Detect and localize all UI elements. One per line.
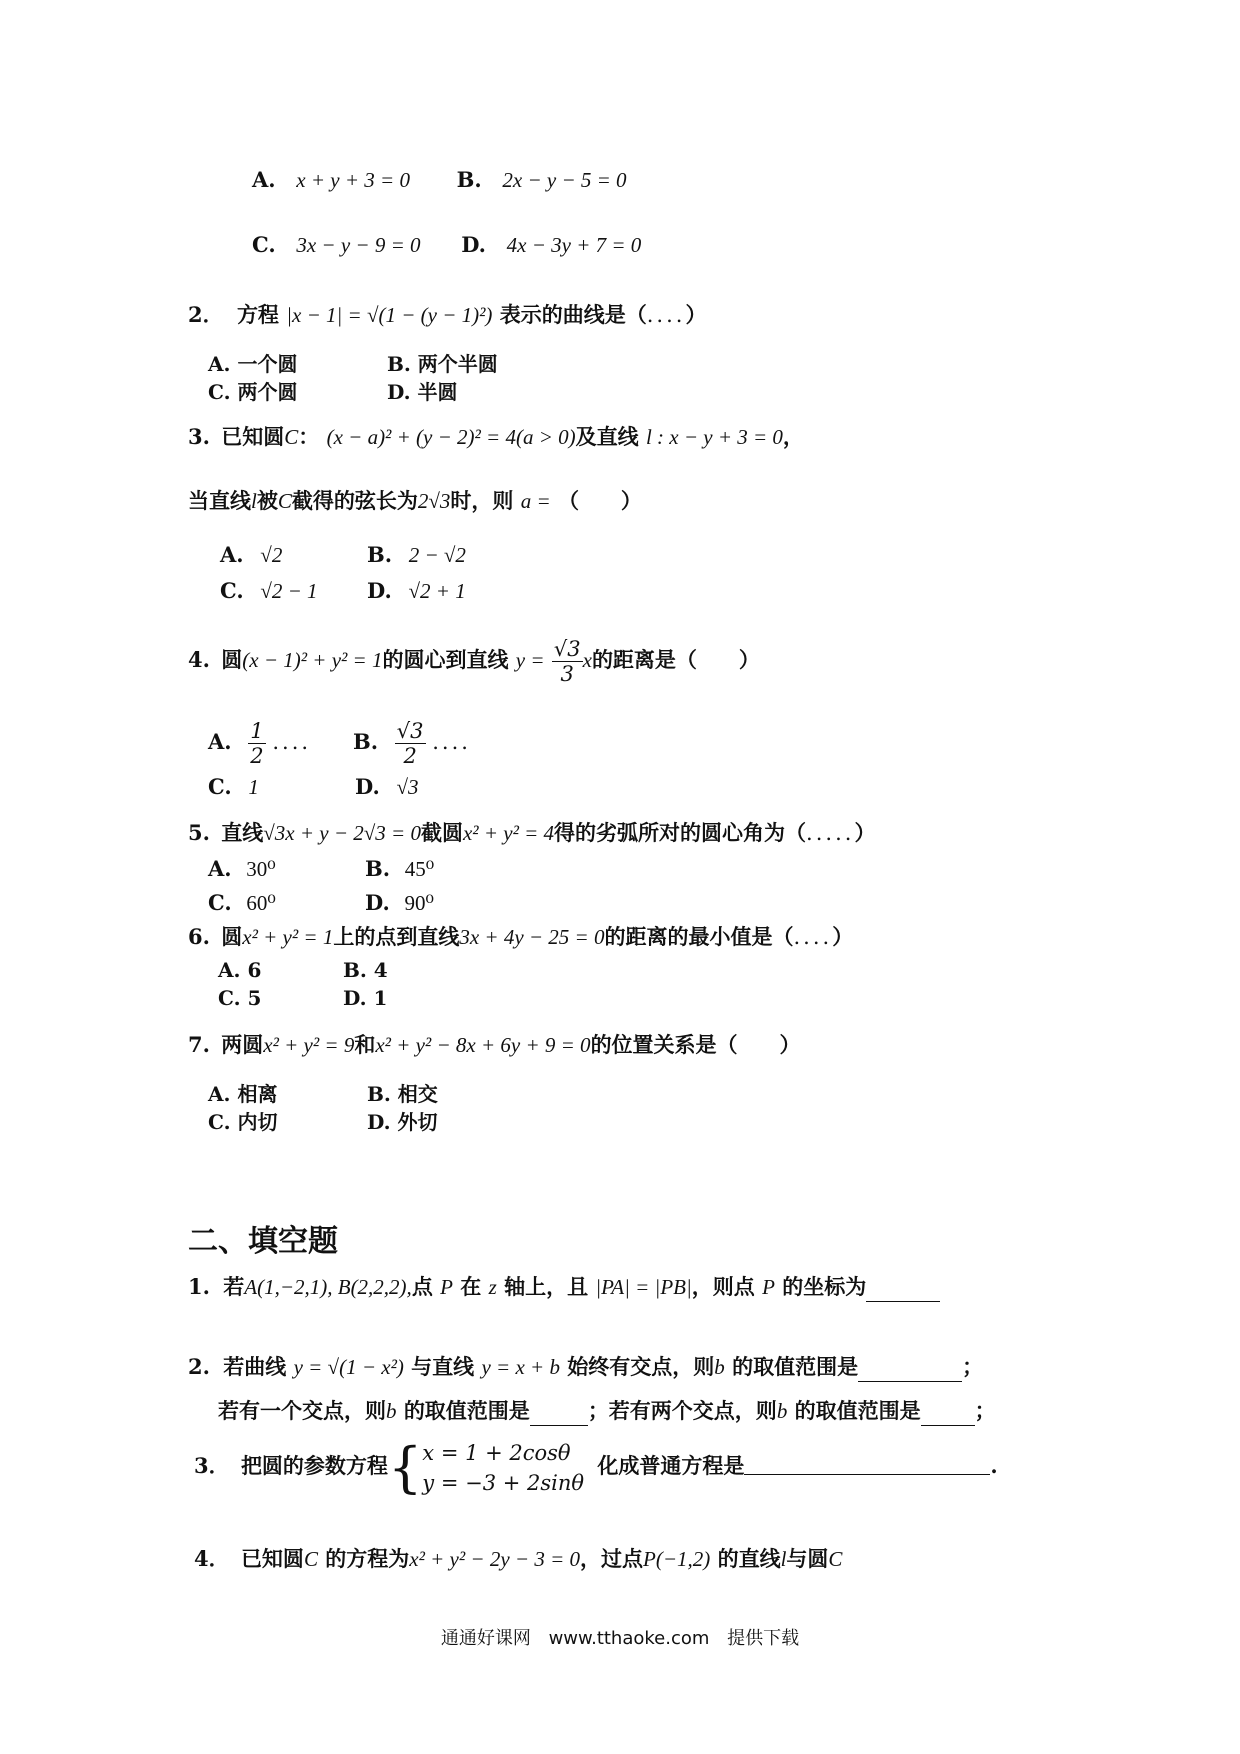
- question-text: ）: [832, 924, 854, 949]
- option-b: B. 两个半圆: [386, 352, 498, 376]
- symbol: C: [277, 489, 292, 513]
- option-value: 2 − √2: [408, 543, 466, 567]
- fill-question-1: [188, 1272, 940, 1302]
- option-value: 30⁰: [246, 857, 276, 881]
- option-label: C.: [220, 578, 244, 603]
- question-number: 4.: [188, 647, 210, 672]
- option-formula: 2x − y − 5 = 0: [502, 168, 627, 192]
- question-4: [188, 630, 760, 690]
- question-text: 的取值范围是: [403, 1398, 530, 1423]
- option-d: D. 1: [342, 986, 388, 1010]
- option-d: D. 半圆: [386, 380, 458, 404]
- formula: x² + y² = 4: [462, 821, 555, 845]
- question-text: 始终有交点，则: [567, 1354, 715, 1379]
- option-label: B.: [364, 856, 391, 881]
- dots: .....: [806, 821, 855, 845]
- question-7: [188, 1030, 801, 1060]
- option-value: 60⁰: [246, 891, 276, 915]
- fill-question-2: [188, 1352, 983, 1382]
- option-label: C.: [208, 890, 232, 915]
- q7-options-row-1: [208, 1078, 438, 1107]
- q5-options-row-2: [208, 888, 434, 918]
- q2-options-row-1: [208, 348, 498, 377]
- option-d: D. 外切: [366, 1110, 438, 1134]
- formula: |x − 1| = √(1 − (y − 1)²): [286, 303, 493, 327]
- question-text: 表示的曲线是（: [499, 302, 647, 327]
- question-text: 截圆: [420, 820, 463, 845]
- question-text: 被: [256, 488, 278, 513]
- option-label: A.: [208, 856, 232, 881]
- question-text: 的方程为: [325, 1546, 410, 1571]
- question-text: 直线: [221, 820, 264, 845]
- formula: y = x + b: [481, 1355, 560, 1379]
- fill-question-2-line-2: [218, 1396, 996, 1426]
- formula: x² + y² = 1: [242, 925, 334, 949]
- option-a: A. 6: [218, 958, 262, 982]
- symbol: b: [714, 1355, 725, 1379]
- question-text: 两圆: [221, 1032, 264, 1057]
- question-text: 的取值范围是: [732, 1354, 859, 1379]
- option-value: √2 + 1: [408, 579, 466, 603]
- fraction-denominator: 3: [560, 662, 574, 686]
- fraction-numerator: √3: [553, 637, 581, 661]
- question-text: ；若有两个交点，则: [587, 1398, 777, 1423]
- q3-options-row-1: [220, 540, 466, 570]
- q3-options-row-2: [220, 576, 466, 606]
- option-value: √2 − 1: [260, 579, 318, 603]
- option-value: 45⁰: [404, 857, 435, 881]
- q6-options-row-1: [218, 958, 388, 982]
- formula: y = √(1 − x²): [293, 1355, 404, 1379]
- formula: √3x + y − 2√3 = 0: [263, 821, 421, 845]
- question-text: 与圆: [786, 1546, 829, 1571]
- option-label: B.: [456, 167, 482, 192]
- dots: ....: [272, 730, 312, 754]
- question-text: 截得的弦长为: [291, 488, 418, 513]
- question-text: 化成普通方程是: [597, 1453, 745, 1478]
- question-text: 把圆的参数方程: [240, 1453, 388, 1478]
- answer-blank[interactable]: [744, 1460, 990, 1475]
- question-text: ）: [685, 302, 707, 327]
- formula: x² + y² − 2y − 3 = 0: [409, 1547, 581, 1571]
- symbol: P: [762, 1275, 775, 1299]
- question-number: 4．: [194, 1546, 230, 1571]
- option-label: C.: [252, 232, 276, 257]
- q4-options-row-1: [208, 712, 471, 772]
- option-formula: x + y + 3 = 0: [296, 168, 410, 192]
- question-3: [188, 422, 804, 452]
- symbol: z: [488, 1275, 497, 1299]
- footer-action: 提供下载: [727, 1628, 800, 1649]
- question-text: 的直线: [717, 1546, 781, 1571]
- question-text: 的圆心到直线: [382, 647, 509, 672]
- equation-system: [422, 1438, 584, 1498]
- question-text: 方程: [236, 302, 279, 327]
- dots: ....: [793, 925, 833, 949]
- question-text: ）: [854, 820, 876, 845]
- question-number: 7.: [188, 1032, 210, 1057]
- left-brace: {: [387, 1435, 423, 1499]
- q4-options-row-2: [208, 772, 419, 802]
- question-number: 3．: [194, 1453, 230, 1478]
- answer-blank[interactable]: [866, 1279, 940, 1302]
- fraction-denominator: 2: [250, 744, 264, 768]
- equation: y = −3 + 2sinθ: [422, 1470, 585, 1495]
- question-text: 点: [411, 1274, 433, 1299]
- option-b: B. 4: [342, 958, 388, 982]
- question-text: 在: [460, 1274, 482, 1299]
- question-text: 当直线: [188, 488, 251, 513]
- option-label: C.: [208, 774, 232, 799]
- question-text: .: [990, 1453, 998, 1478]
- question-text: 已知圆: [221, 424, 285, 449]
- question-text: 圆: [221, 647, 243, 672]
- question-text: 与直线: [411, 1354, 475, 1379]
- question-text: 得的劣弧所对的圆心角为（: [554, 820, 807, 845]
- question-text: ；: [962, 1354, 984, 1379]
- option-c: C. 内切: [208, 1110, 278, 1134]
- q2-options-row-2: [208, 376, 458, 405]
- question-text: 时，则: [450, 488, 514, 513]
- formula: (x − 1)² + y² = 1: [242, 648, 383, 672]
- question-text: 及直线: [575, 424, 639, 449]
- formula: x² + y² = 9: [263, 1033, 355, 1057]
- q7-options-row-2: [208, 1106, 438, 1135]
- symbol: l: [251, 489, 257, 513]
- option-a: A. 一个圆: [208, 352, 298, 376]
- question-text: 已知圆: [240, 1546, 304, 1571]
- page-footer: [0, 1624, 1240, 1650]
- option-label: D.: [367, 578, 392, 603]
- question-text: 的坐标为: [782, 1274, 867, 1299]
- question-text: ：: [298, 424, 320, 449]
- option-a: A. 相离: [208, 1082, 278, 1106]
- formula: |PA| = |PB|: [595, 1275, 692, 1299]
- answer-blank[interactable]: [530, 1403, 588, 1426]
- question-2: [188, 300, 706, 330]
- option-label: D.: [461, 232, 486, 257]
- footer-site-name: 通通好课网: [440, 1628, 531, 1649]
- question-text: 轴上，且: [504, 1274, 589, 1299]
- question-3-line-2: [188, 486, 642, 516]
- question-text: （ ）: [557, 488, 642, 513]
- option-c: C. 两个圆: [208, 380, 298, 404]
- answer-blank[interactable]: [921, 1403, 975, 1426]
- symbol: b: [776, 1399, 788, 1423]
- formula: a =: [520, 489, 551, 513]
- option-label: B.: [366, 542, 393, 567]
- question-text: 圆: [221, 924, 243, 949]
- formula: x: [582, 648, 592, 672]
- fill-question-4: [194, 1544, 842, 1574]
- question-text: ，过点: [580, 1546, 644, 1571]
- option-b: B. 相交: [366, 1082, 438, 1106]
- option-label: B.: [353, 729, 379, 754]
- fraction: [395, 719, 426, 768]
- formula: x² + y² − 8x + 6y + 9 = 0: [375, 1033, 591, 1057]
- footer-url[interactable]: www.tthaoke.com: [548, 1628, 710, 1649]
- symbol: l: [780, 1547, 787, 1571]
- question-number: 6.: [188, 924, 210, 949]
- question-text: 的取值范围是: [794, 1398, 921, 1423]
- option-label: A.: [220, 542, 244, 567]
- question-text: 和: [354, 1032, 376, 1057]
- fill-question-3: [194, 1434, 998, 1498]
- option-label: D.: [355, 774, 380, 799]
- question-number: 1.: [188, 1274, 210, 1299]
- q5-options-row-1: [208, 854, 434, 884]
- fraction: [552, 637, 583, 686]
- option-c: C. 5: [218, 986, 262, 1010]
- question-text: 的距离的最小值是（: [604, 924, 794, 949]
- question-text: 若曲线: [223, 1354, 287, 1379]
- dots: ....: [432, 730, 471, 754]
- question-text: 若有一个交点，则: [218, 1398, 386, 1423]
- question-text: 上的点到直线: [333, 924, 460, 949]
- q6-options-row-2: [218, 986, 387, 1010]
- fraction-numerator: 1: [250, 719, 264, 743]
- question-text: ，则点: [691, 1274, 755, 1299]
- question-number: 2.: [188, 1354, 210, 1379]
- symbol: C: [828, 1547, 843, 1571]
- symbol: b: [386, 1399, 397, 1423]
- option-value: 1: [248, 775, 259, 799]
- q1-option-row-1: [252, 165, 627, 195]
- question-text: ；: [974, 1398, 996, 1423]
- answer-blank[interactable]: [858, 1359, 962, 1382]
- option-label: D.: [365, 890, 390, 915]
- formula: P(−1,2): [643, 1547, 711, 1571]
- formula: y =: [515, 648, 545, 672]
- question-5: [188, 818, 875, 848]
- formula: A(1,−2,1), B(2,2,2),: [244, 1275, 412, 1299]
- question-text: 的距离是（ ）: [591, 647, 760, 672]
- formula: 3x + 4y − 25 = 0: [459, 925, 605, 949]
- formula: (x − a)² + (y − 2)² = 4(a > 0): [326, 425, 576, 449]
- option-label: A.: [208, 729, 232, 754]
- equation: x = 1 + 2cosθ: [422, 1440, 571, 1465]
- option-value: √3: [396, 775, 419, 799]
- fraction-denominator: 2: [403, 744, 417, 768]
- formula: 2√3: [417, 489, 451, 513]
- question-text: ，: [782, 424, 804, 449]
- question-text: 若: [223, 1274, 245, 1299]
- fraction-numerator: √3: [396, 719, 424, 743]
- fraction: [248, 719, 265, 768]
- question-number: 3.: [188, 424, 210, 449]
- question-number: 5.: [188, 820, 210, 845]
- question-text: 的位置关系是（ ）: [590, 1032, 801, 1057]
- q1-option-row-2: [252, 230, 641, 260]
- question-number: 2．: [188, 302, 224, 327]
- option-formula: 4x − 3y + 7 = 0: [506, 233, 642, 257]
- symbol: C: [303, 1547, 318, 1571]
- option-value: √2: [260, 543, 283, 567]
- question-6: [188, 922, 853, 952]
- symbol: C: [284, 425, 299, 449]
- option-formula: 3x − y − 9 = 0: [296, 233, 421, 257]
- dots: ....: [646, 303, 686, 327]
- section-heading: 二、填空题: [188, 1224, 338, 1259]
- symbol: P: [440, 1275, 453, 1299]
- formula: l : x − y + 3 = 0: [645, 425, 783, 449]
- option-value: 90⁰: [404, 891, 434, 915]
- option-label: A.: [252, 167, 276, 192]
